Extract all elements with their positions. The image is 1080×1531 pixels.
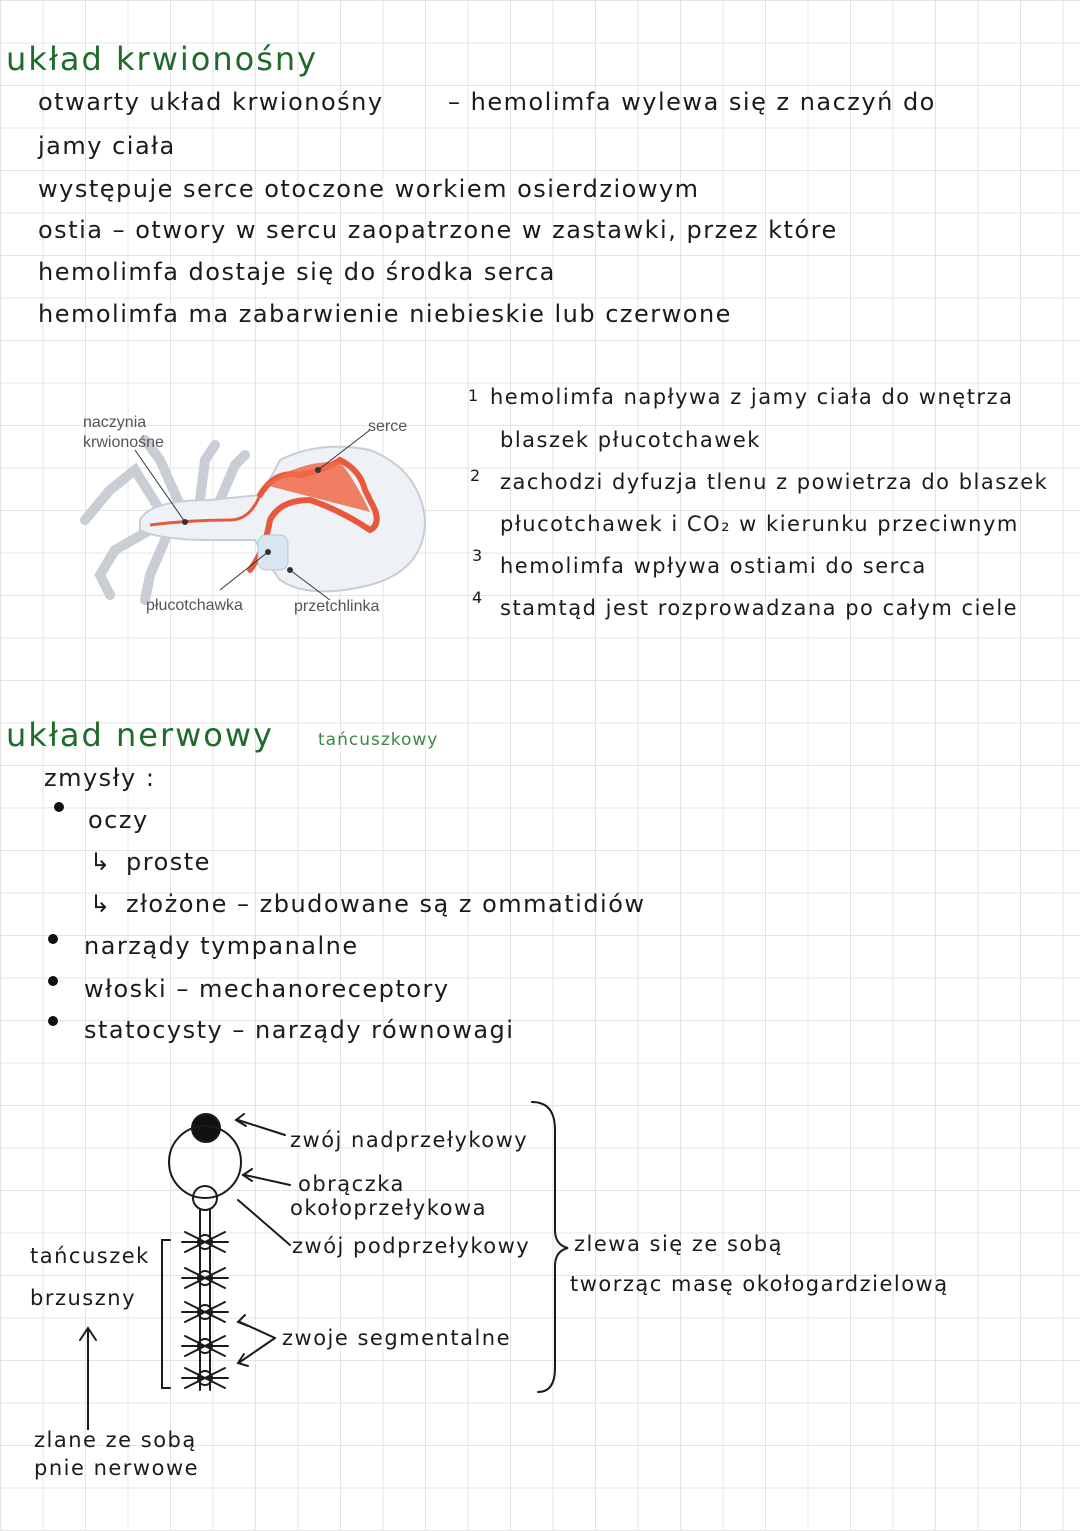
text-line: występuje serce otoczone workiem osierdziowym	[38, 175, 700, 203]
label-heart: serce	[368, 418, 408, 435]
label-ring: obrączka	[298, 1172, 405, 1196]
step-text: zachodzi dyfuzja tlenu z powietrza do blaszek	[500, 470, 1049, 494]
text-line: otwarty układ krwionośny	[38, 88, 384, 116]
label-vessels: naczynia	[83, 414, 147, 431]
bullet	[48, 1016, 58, 1026]
bullet	[48, 976, 58, 986]
label-chain: tańcuszek	[30, 1244, 150, 1268]
arrow-glyph: ↳	[90, 890, 112, 918]
step-number: 1	[468, 386, 479, 405]
eyes-compound: złożone – zbudowane są z ommatidiów	[126, 890, 646, 918]
eyes-simple: proste	[126, 848, 211, 876]
sense-item: włoski – mechanoreceptory	[84, 975, 450, 1003]
step-text: płucotchawek i CO₂ w kierunku przeciwnym	[500, 512, 1019, 536]
label-fused: zlane ze sobą	[34, 1428, 197, 1452]
arrow-glyph: ↳	[90, 848, 112, 876]
senses-title: zmysły :	[44, 764, 156, 792]
step-number: 4	[472, 588, 483, 607]
step-text: stamtąd jest rozprowadzana po całym ciele	[500, 596, 1019, 620]
step-text: hemolimfa napływa z jamy ciała do wnętrza	[490, 385, 1014, 409]
sense-item: statocysty – narządy równowagi	[84, 1016, 515, 1044]
bullet	[48, 934, 58, 944]
label-subesophageal: zwój podprzełykowy	[292, 1234, 531, 1258]
label-ring-2: okołoprzełykowa	[290, 1196, 488, 1220]
label-segmental: zwoje segmentalne	[282, 1326, 512, 1350]
label-lung: płucotchawka	[146, 597, 243, 614]
eyes-label: oczy	[88, 806, 149, 834]
label-chain-2: brzuszny	[30, 1286, 136, 1310]
label-trachea: przetchlinka	[294, 598, 380, 615]
label-vessels-2: krwionośne	[83, 434, 164, 451]
section-subtitle: tańcuszkowy	[318, 730, 439, 750]
label-merge-2: tworząc masę okołogardzielową	[570, 1272, 949, 1296]
section-heading-nervous: układ nerwowy	[6, 716, 274, 754]
step-number: 3	[472, 546, 483, 565]
text-line: – hemolimfa wylewa się z naczyń do	[448, 88, 936, 116]
text-line: jamy ciała	[38, 132, 176, 160]
label-fused-2: pnie nerwowe	[34, 1456, 200, 1480]
bullet	[54, 802, 64, 812]
label-merge: zlewa się ze sobą	[574, 1232, 783, 1256]
step-number: 2	[470, 466, 481, 485]
label-supraesophageal: zwój nadprzełykowy	[290, 1128, 529, 1152]
text-line: ostia – otwory w sercu zaopatrzone w zastawki, przez które	[38, 216, 838, 244]
step-text: hemolimfa wpływa ostiami do serca	[500, 554, 927, 578]
sense-item: narządy tympanalne	[84, 932, 359, 960]
step-text: blaszek płucotchawek	[500, 428, 761, 452]
section-heading-circulatory: układ krwionośny	[6, 40, 319, 78]
text-line: hemolimfa ma zabarwienie niebieskie lub czerwone	[38, 300, 732, 328]
text-line: hemolimfa dostaje się do środka serca	[38, 258, 556, 286]
